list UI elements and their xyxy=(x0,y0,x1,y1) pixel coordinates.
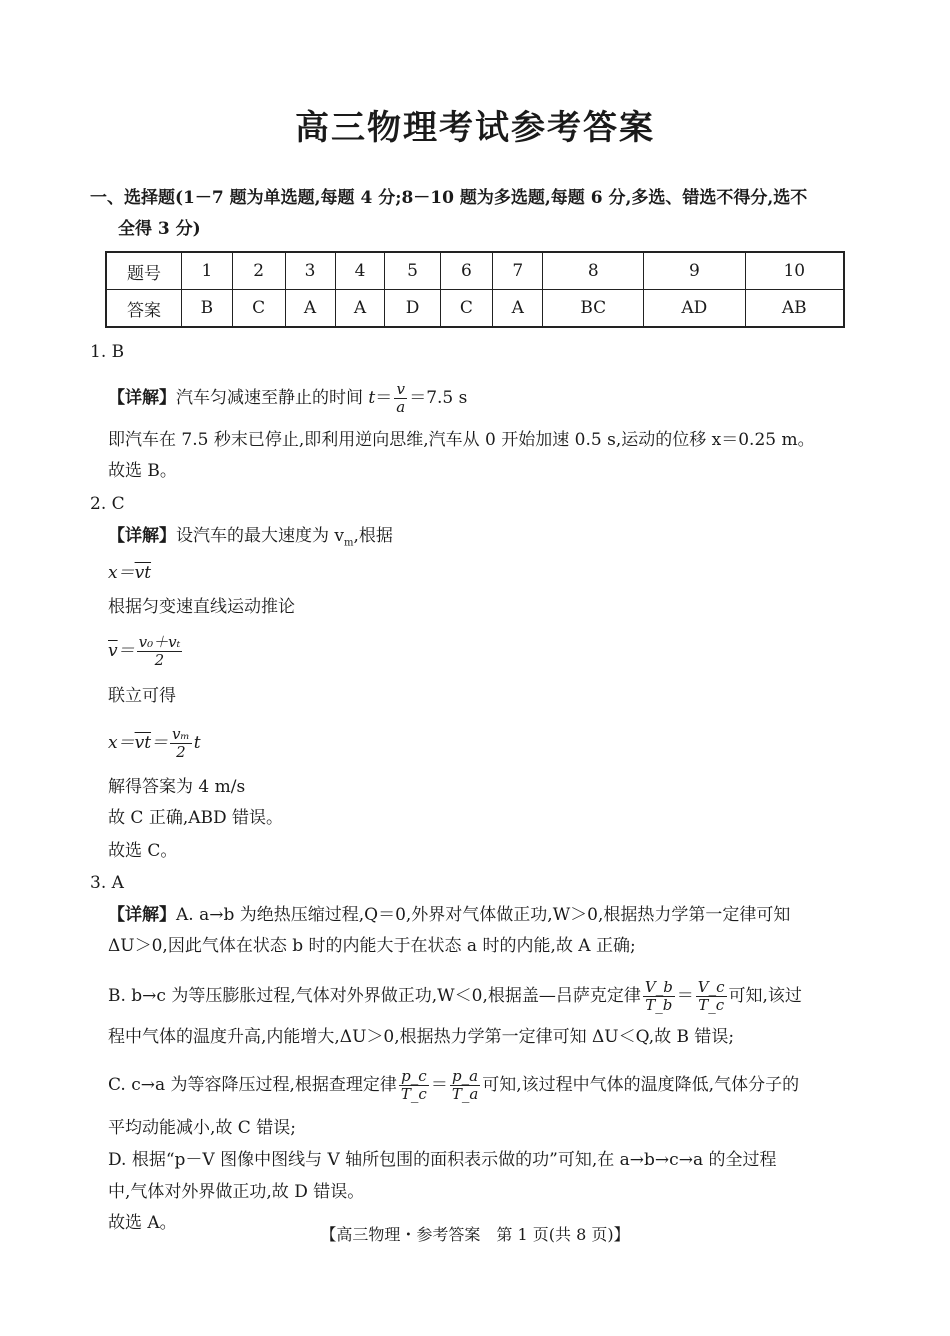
table-cell: 4 xyxy=(335,252,385,290)
q2-eq3 xyxy=(108,726,201,761)
q3-c-fraction1 xyxy=(399,1068,429,1103)
q3-b-den2: T_c xyxy=(698,996,725,1014)
q3-b-num2: V_c xyxy=(697,978,725,996)
q1-fraction-den: a xyxy=(396,398,406,416)
q3-b-num1: V_b xyxy=(644,978,673,996)
q2-text-end: ,根据 xyxy=(353,526,393,546)
table-cell: 3 xyxy=(285,252,335,290)
answer-table xyxy=(105,251,845,328)
q3-d-line2: 中,气体对外界做正功,故 D 错误。 xyxy=(108,1182,365,1202)
table-cell: C xyxy=(440,290,493,328)
q1-fraction-num: v xyxy=(394,381,407,399)
q3-d-line1: D. 根据“p－V 图像中图线与 V 轴所包围的面积表示做的功”可知,在 a→b→c→a 的全过程 xyxy=(108,1150,777,1170)
q3-c-text-end: 可知,该过程中气体的温度降低,气体分子的 xyxy=(482,1075,800,1095)
q3-b-eq: ＝ xyxy=(676,986,694,1006)
table-row-label: 答案 xyxy=(106,290,182,328)
q3-conclusion: 故选 A。 xyxy=(108,1213,177,1233)
q2-eq2-fraction xyxy=(137,634,183,669)
table-cell: B xyxy=(182,290,233,328)
q2-detail-line2: 根据匀变速直线运动推论 xyxy=(108,597,295,617)
q3-c-fraction2 xyxy=(450,1068,480,1103)
section-heading-line2: 全得 3 分) xyxy=(118,219,201,239)
table-cell: 1 xyxy=(182,252,233,290)
q2-eq1-rhs: $\overline{vt}$ xyxy=(134,563,152,583)
q2-eq2 xyxy=(108,634,184,669)
table-cell: 5 xyxy=(385,252,440,290)
q3-b-fraction2 xyxy=(696,979,727,1014)
q2-eq1-lhs: x＝ xyxy=(108,563,135,583)
q2-sub: m xyxy=(344,537,354,549)
q2-eq1 xyxy=(108,561,151,585)
q1-result: ＝7.5 s xyxy=(409,388,468,408)
table-cell: BC xyxy=(543,290,644,328)
q3-c-den2: T_a xyxy=(451,1085,479,1103)
table-cell: AB xyxy=(745,290,844,328)
q1-detail-line1 xyxy=(108,381,467,416)
table-cell: 8 xyxy=(543,252,644,290)
q3-a-text: A. a→b 为绝热压缩过程,Q＝0,外界对气体做正功,W＞0,根据热力学第一定律可知 xyxy=(176,905,791,925)
q1-heading: 1. B xyxy=(90,342,125,362)
q2-eq3-fraction xyxy=(170,726,192,761)
q3-b-text: B. b→c 为等压膨胀过程,气体对外界做正功,W＜0,根据盖—吕萨克定律 xyxy=(108,986,641,1006)
table-cell: 10 xyxy=(745,252,844,290)
q2-detail-line5: 故 C 正确,ABD 错误。 xyxy=(108,808,284,828)
q1-eq: ＝ xyxy=(375,388,393,408)
table-row-label: 题号 xyxy=(106,252,182,290)
q2-eq2-num: v₀＋vₜ xyxy=(138,633,181,651)
table-cell: 9 xyxy=(644,252,745,290)
q2-eq3-mid: $\overline{vt}$ xyxy=(134,733,152,753)
table-cell: 6 xyxy=(440,252,493,290)
q3-heading: 3. A xyxy=(90,873,124,893)
q1-fraction xyxy=(394,381,407,416)
table-cell: AD xyxy=(644,290,745,328)
q3-c-line2: 平均动能减小,故 C 错误; xyxy=(108,1118,296,1138)
q2-heading: 2. C xyxy=(90,494,125,514)
q3-c-num2: p_a xyxy=(450,1068,480,1086)
q2-detail-line1 xyxy=(108,524,393,555)
q3-a-line2: ΔU＞0,因此气体在状态 b 时的内能大于在状态 a 时的内能,故 A 正确; xyxy=(108,936,636,956)
section-heading xyxy=(90,183,870,245)
table-cell: C xyxy=(232,290,285,328)
q3-c-line1 xyxy=(108,1068,799,1103)
q2-eq3-num: vₘ xyxy=(172,725,190,743)
detail-tag: 【详解】 xyxy=(108,388,176,408)
table-cell: 7 xyxy=(493,252,543,290)
q3-c-den1: T_c xyxy=(400,1085,427,1103)
q3-b-fraction1 xyxy=(643,979,675,1014)
q1-detail-line2: 即汽车在 7.5 秒末已停止,即利用逆向思维,汽车从 0 开始加速 0.5 s,运动的位移 x＝0.25 m。 xyxy=(108,430,815,450)
q3-c-eq: ＝ xyxy=(430,1075,448,1095)
page-footer: 【高三物理・参考答案 第 1 页(共 8 页)】 xyxy=(320,1225,630,1244)
q2-eq2-eq: ＝ xyxy=(117,641,135,661)
table-cell: A xyxy=(285,290,335,328)
q2-eq2-den: 2 xyxy=(154,651,165,669)
page-title: 高三物理考试参考答案 xyxy=(295,108,655,148)
q3-b-line2: 程中气体的温度升高,内能增大,ΔU＞0,根据热力学第一定律可知 ΔU＜Q,故 B 错误; xyxy=(108,1027,735,1047)
table-cell: A xyxy=(493,290,543,328)
table-cell: 2 xyxy=(232,252,285,290)
section-heading-line1: 一、选择题(1－7 题为单选题,每题 4 分;8－10 题为多选题,每题 6 分,多选、错选不得分,选不 xyxy=(90,188,808,208)
q2-text: 设汽车的最大速度为 v xyxy=(176,526,345,546)
q3-c-text: C. c→a 为等容降压过程,根据查理定律 xyxy=(108,1075,397,1095)
q3-b-line1 xyxy=(108,979,802,1014)
q1-text: 汽车匀减速至静止的时间 xyxy=(176,388,363,408)
q2-eq2-lhs: $\overline{v}$ xyxy=(108,641,118,661)
answer-table-answer-row xyxy=(106,290,844,328)
answer-table-header-row xyxy=(106,252,844,290)
q3-a-line1 xyxy=(108,903,790,927)
q1-var: t xyxy=(368,388,376,408)
table-cell: D xyxy=(385,290,440,328)
q2-eq3-lhs: x＝ xyxy=(108,733,135,753)
detail-tag: 【详解】 xyxy=(108,526,176,546)
q1-conclusion: 故选 B。 xyxy=(108,461,177,481)
q3-b-den1: T_b xyxy=(645,996,673,1014)
table-cell: A xyxy=(335,290,385,328)
detail-tag: 【详解】 xyxy=(108,905,176,925)
q2-eq3-den: 2 xyxy=(176,743,186,761)
q2-eq3-t: t xyxy=(193,733,201,753)
q2-eq3-eq: ＝ xyxy=(151,733,169,753)
q2-conclusion: 故选 C。 xyxy=(108,841,178,861)
q3-c-num1: p_c xyxy=(399,1068,429,1086)
q3-b-text-end: 可知,该过 xyxy=(728,986,802,1006)
q2-detail-line4: 解得答案为 4 m/s xyxy=(108,777,246,797)
q2-detail-line3: 联立可得 xyxy=(108,686,176,706)
